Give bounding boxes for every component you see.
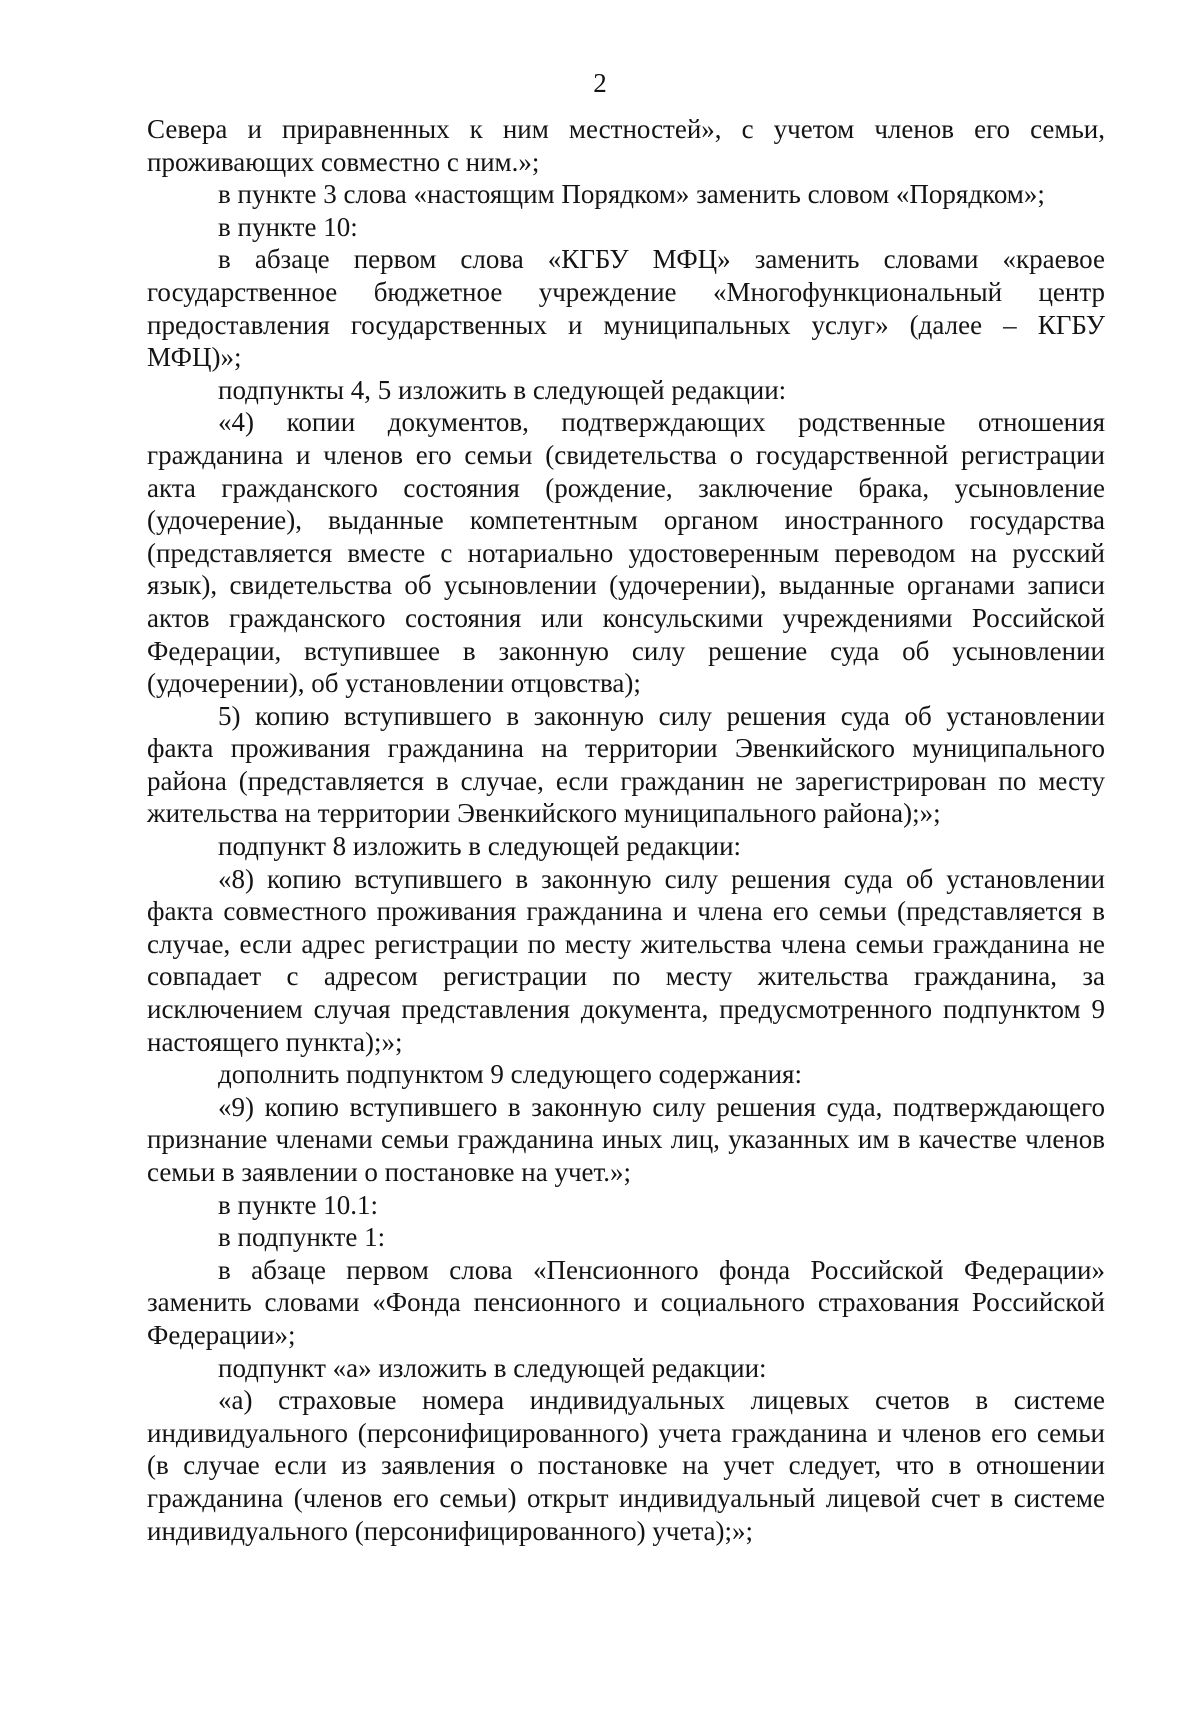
paragraph-subpoint-4: «4) копии документов, подтверждающих родственные отношения гражданина и членов его семьи (свидетельства о государственной регистрации акта гражданского состояния (рождение, заключение брака, усыновление (удочерение), выданные компетентным органом иностранного государства (представляется вместе с нотариально удостоверенным переводом на русский язык), свидетельства об усыновлении (удочерении), выданные органами записи актов гражданского состояния или консульскими учреждениями Российской Федерации, вступившее в законную силу решение суда об усыновлении (удочерении), об установлении отцовства);	[147, 407, 1105, 699]
paragraph-subpoint-9-intro: дополнить подпунктом 9 следующего содержания:	[218, 1059, 802, 1090]
paragraph-subpoint-a: «а) страховые номера индивидуальных лицевых счетов в системе индивидуального (персонифицированного) учета гражданина и членов его семьи (в случае если из заявления о постановке на учет следует, что в отношении гражданина (членов его семьи) открыт индивидуальный лицевой счет в системе индивидуального (персонифицированного) учета);»;	[147, 1385, 1105, 1546]
paragraph-point-10-1-heading: в пункте 10.1:	[218, 1189, 378, 1220]
paragraph-subpoint-1-first-abzac: в абзаце первом слова «Пенсионного фонда Российской Федерации» заменить словами «Фонда пенсионного и социального страхования Российской Федерации»;	[147, 1254, 1105, 1350]
paragraph-subpoints-4-5-intro: подпункты 4, 5 изложить в следующей редакции:	[218, 374, 787, 405]
paragraph-subpoint-a-intro: подпункт «а» изложить в следующей редакции:	[218, 1352, 767, 1383]
page-number: 2	[593, 68, 607, 98]
paragraph-point-3: в пункте 3 слова «настоящим Порядком» заменить словом «Порядком»;	[218, 179, 1045, 210]
document-body	[147, 113, 1105, 1547]
paragraph-point-10-heading: в пункте 10:	[218, 211, 358, 242]
paragraph-subpoint-1-heading: в подпункте 1:	[218, 1222, 386, 1253]
paragraph-subpoint-9: «9) копию вступившего в законную силу решения суда, подтверждающего признание членами семьи гражданина иных лиц, указанных им в качестве членов семьи в заявлении о постановке на учет.»;	[147, 1091, 1105, 1187]
paragraph-subpoint-8-intro: подпункт 8 изложить в следующей редакции:	[218, 831, 742, 862]
paragraph-subpoint-5: 5) копию вступившего в законную силу решения суда об установлении факта проживания гражданина на территории Эвенкийского муниципального района (представляется в случае, если гражданин не зарегистрирован по месту жительства на территории Эвенкийского муниципального района);»;	[147, 700, 1105, 829]
paragraph-continuation: Севера и приравненных к ним местностей», с учетом членов его семьи, проживающих совместно с ним.»;	[147, 114, 1105, 177]
paragraph-subpoint-8: «8) копию вступившего в законную силу решения суда об установлении факта совместного проживания гражданина и члена его семьи (представляется в случае, если адрес регистрации по месту жительства члена семьи гражданина не совпадает с адресом регистрации по месту жительства гражданина, за исключением случая представления документа, предусмотренного подпунктом 9 настоящего пункта);»;	[147, 863, 1105, 1057]
paragraph-point-10-first-abzac: в абзаце первом слова «КГБУ МФЦ» заменить словами «краевое государственное бюджетное учреждение «Многофункциональный центр предоставления государственных и муниципальных услуг» (далее – КГБУ МФЦ)»;	[147, 244, 1105, 373]
